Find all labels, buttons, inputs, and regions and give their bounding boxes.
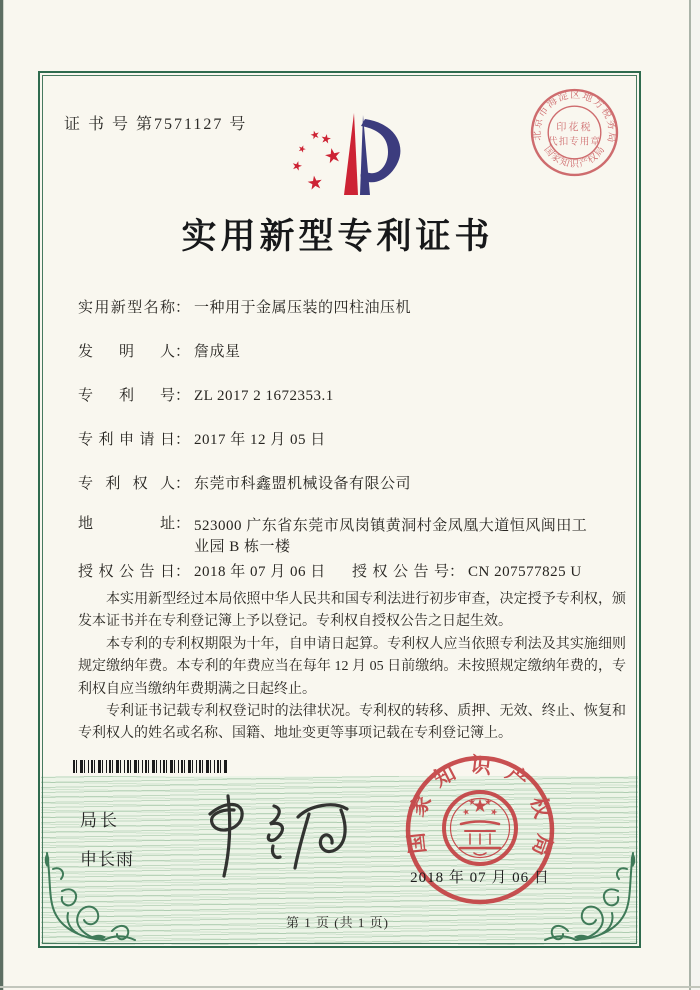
scan-margin-right	[691, 0, 700, 990]
scan-edge-bottom	[0, 986, 700, 988]
legal-paragraphs	[78, 589, 626, 746]
tax-stamp	[529, 87, 620, 178]
field-row-filing-date	[78, 432, 630, 449]
field-value: 523000 广东省东莞市凤岗镇黄洞村金凤凰大道恒风闽田工业园 B 栋一楼	[194, 518, 588, 555]
field-colon: ：	[175, 300, 191, 316]
field-value: 东莞市科鑫盟机械设备有限公司	[194, 476, 412, 492]
tax-stamp-center-line1: 印花税	[556, 122, 593, 134]
field-colon: ：	[175, 476, 191, 492]
field-row-patent-number	[78, 388, 630, 405]
field-row-utility-model-name	[78, 300, 630, 317]
field-colon: ：	[175, 388, 191, 404]
certificate-number: 证 书 号 第7571127 号	[64, 116, 248, 133]
signer-title: 局长	[80, 811, 120, 830]
field-label: 发明人	[78, 344, 175, 360]
field-row-grant-publication	[78, 564, 630, 581]
field-label: 授权公告号	[352, 564, 449, 580]
field-value: 詹成星	[194, 344, 241, 360]
field-value: ZL 2017 2 1672353.1	[194, 388, 334, 404]
scan-edge-left-highlight	[3, 0, 4, 990]
field-label: 授权公告日	[78, 564, 175, 580]
field-value: CN 207577825 U	[468, 564, 582, 580]
field-value: 一种用于金属压装的四柱油压机	[194, 300, 412, 316]
paragraph-register-statement: 专利证书记载专利权登记时的法律状况。专利权的转移、质押、无效、终止、恢复和专利权人的姓名或名称、国籍、地址变更等事项记载在专利登记簿上。	[78, 704, 626, 742]
field-pair-grant-number	[352, 564, 582, 581]
seal-date: 2018 年 07 月 06 日	[410, 870, 550, 886]
field-value: 2017 年 12 月 05 日	[194, 432, 326, 448]
scan-edge-right	[689, 0, 691, 990]
field-colon: ：	[175, 344, 191, 360]
certificate-title: 实用新型专利证书	[181, 217, 494, 256]
paragraph-term-and-fees: 本专利的专利权期限为十年，自申请日起算。专利权人应当依照专利法及其实施细则规定缴纳年费。本专利的年费应当在每年 12 月 05 日前缴纳。未按照规定缴纳年费的，专利权自应当缴纳年费期满之日起终止。	[78, 636, 626, 697]
field-colon: ：	[449, 564, 465, 580]
svg-text:国家知识产权局	[541, 144, 607, 170]
national-emblem-icon	[444, 792, 516, 864]
paragraph-grant-statement: 本实用新型经过本局依照中华人民共和国专利法进行初步审查，决定授予专利权，颁发本证书并在专利登记簿上予以登记。专利权自授权公告之日起生效。	[78, 592, 626, 630]
field-label: 地址	[78, 516, 175, 532]
seal-agency-text: 国家知识产权局	[402, 752, 558, 872]
field-row-patentee	[78, 476, 630, 493]
page-number-footer: 第 1 页 (共 1 页)	[286, 915, 389, 930]
certificate-fields	[78, 300, 630, 608]
tax-stamp-center-line2: 代扣专用章	[547, 136, 602, 148]
svg-text:国家知识产权局	[403, 752, 558, 871]
field-label: 专利申请日	[78, 432, 175, 448]
field-colon: ：	[175, 516, 191, 532]
tax-stamp-bottom-text: 国家知识产权局	[541, 143, 608, 171]
signature-handwritten	[192, 784, 354, 882]
field-row-address	[78, 516, 630, 558]
field-value: 2018 年 07 月 06 日	[194, 564, 326, 580]
field-colon: ：	[175, 432, 191, 448]
signer-name: 申长雨	[80, 850, 134, 869]
signer-block	[80, 806, 134, 870]
field-label: 专利号	[78, 388, 175, 404]
tax-stamp-top-text: 北京市海淀区地方税务局	[531, 89, 618, 145]
field-label: 实用新型名称	[78, 300, 175, 316]
field-row-inventor	[78, 344, 630, 361]
field-colon: ：	[175, 564, 191, 580]
cnipa-logo-icon	[288, 104, 414, 200]
field-label: 专利权人	[78, 476, 175, 492]
barcode	[73, 760, 227, 773]
